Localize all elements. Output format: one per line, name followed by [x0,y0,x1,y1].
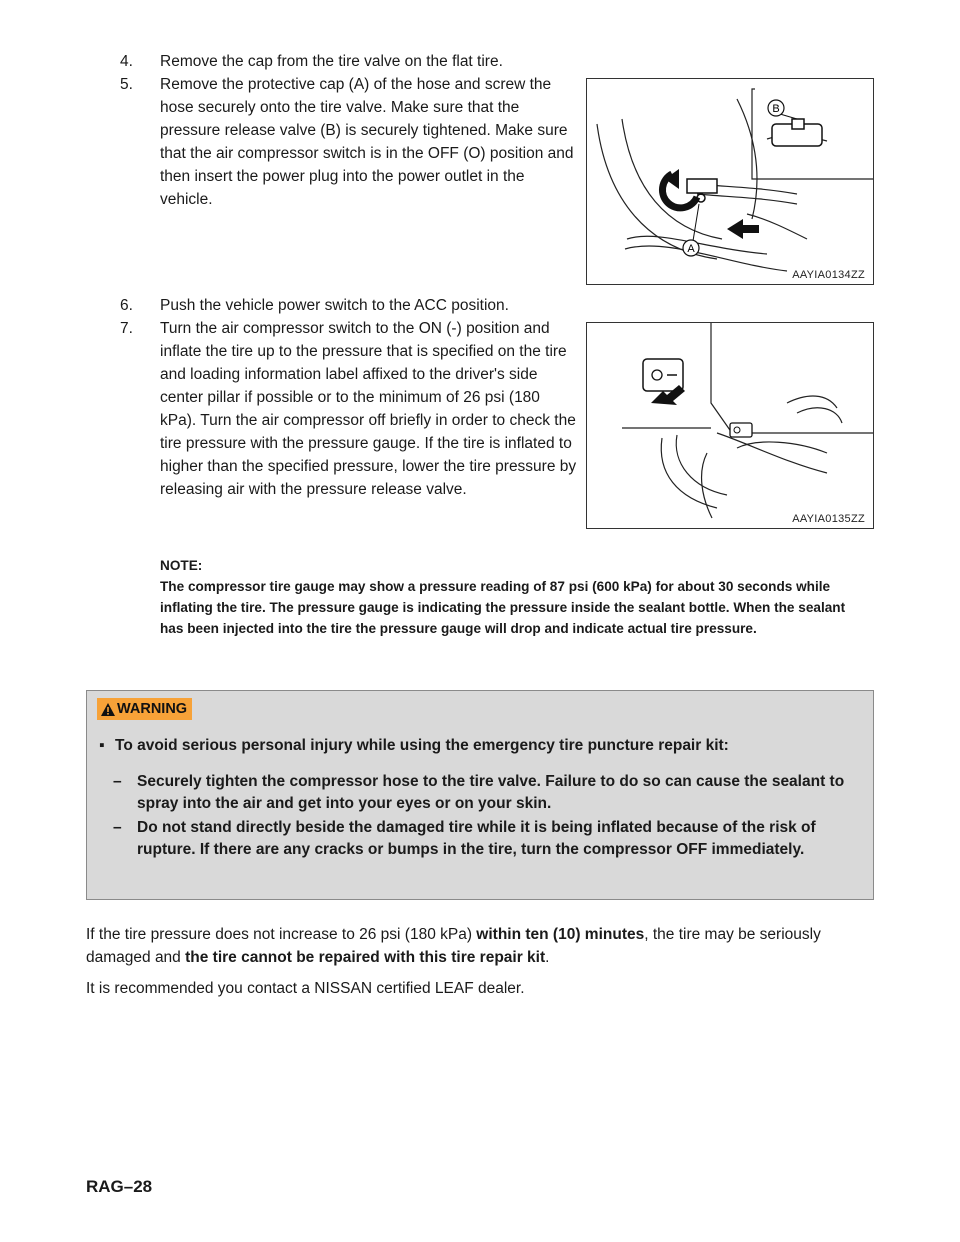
callout-b: B [772,103,780,115]
step-text: Turn the air compressor switch to the ON (-) position and inflate the tire up to the pressure that is specified on the tire and loading information label affixed to the driver's side center pillar if possible or to the minimum of 26 psi (180 kPa). Turn the air compressor off briefly in order to check the tire pressure with the pressure gauge. If the tire is inflated to higher than the specified pressure, lower the tire pressure by releasing air with the pressure release valve. [160,320,577,498]
step-6 [120,294,580,317]
step-text: Remove the protective cap (A) of the hose and screw the hose securely onto the tire valve. Make sure that the pressure release valve (B) is securely tightened. Make sure that the air compressor switch is in the OFF (O) position and then insert the power plug into the power outlet in the vehicle. [160,76,574,208]
compressor-switch-illustration [587,323,873,528]
dash-marker: – [113,773,122,790]
warning-sub-item [113,771,858,815]
step-number: 5. [120,76,133,93]
warning-badge [97,698,192,720]
step-text: Remove the cap from the tire valve on the flat tire. [160,53,503,70]
warning-sub-text: Do not stand directly beside the damaged tire while it is being inflated because of the risk of rupture. If there are any cracks or bumps in the tire, turn the compressor OFF immediately. [137,819,816,858]
text-run: . [545,949,550,966]
step-text: Push the vehicle power switch to the ACC position. [160,297,509,314]
text-run: If the tire pressure does not increase to 26 psi (180 kPa) [86,926,477,943]
figure-hose-valve [586,78,874,285]
figure-compressor-switch [586,322,874,529]
warning-sub-item [113,817,858,861]
callout-a: A [687,243,695,255]
steps-group-2 [120,294,580,501]
bullet-icon: ▪ [99,737,105,754]
step-7 [120,317,580,501]
warning-label: WARNING [117,701,188,717]
figure-code: AAYIA0134ZZ [792,269,865,281]
warning-main-text: To avoid serious personal injury while using the emergency tire puncture repair kit: [115,737,729,754]
note-heading: NOTE: [160,558,203,573]
dash-marker: – [113,819,122,836]
step-5 [120,73,580,211]
note-block [160,555,870,639]
page-number: RAG–28 [86,1177,153,1196]
bold-run: the tire cannot be repaired with this tire repair kit [185,949,546,966]
warning-main-item [99,735,859,757]
step-4 [120,50,580,73]
step-number: 7. [120,320,133,337]
figure-code: AAYIA0135ZZ [792,513,865,525]
text-run: , the tire may be seriously damaged and [86,926,821,966]
bold-run: within ten (10) minutes [476,926,645,943]
warning-triangle-icon [100,702,116,717]
warning-box [86,690,874,900]
warning-sub-text: Securely tighten the compressor hose to the tire valve. Failure to do so can cause the sealant to spray into the air and get into your eyes or on your skin. [137,773,845,812]
note-text: The compressor tire gauge may show a pressure reading of 87 psi (600 kPa) for about 30 seconds while inflating the tire. The pressure gauge is indicating the pressure inside the sealant bottle. When the sealant has been injected into the tire the pressure gauge will drop and indicate actual tire pressure. [160,579,846,636]
steps-group-1 [120,50,580,211]
pressure-paragraph [86,923,876,969]
step-number: 4. [120,53,133,70]
dealer-paragraph: It is recommended you contact a NISSAN certified LEAF dealer. [86,980,525,997]
hose-valve-illustration [587,79,873,284]
step-number: 6. [120,297,133,314]
